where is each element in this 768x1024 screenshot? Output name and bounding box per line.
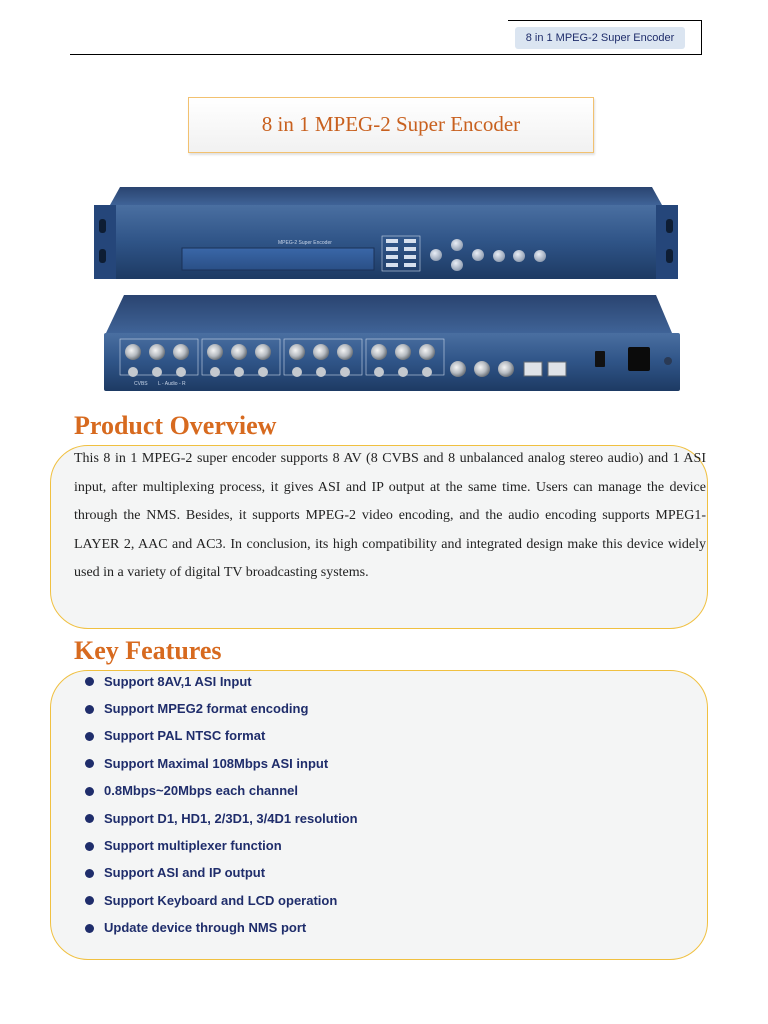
bullet-icon xyxy=(85,677,94,686)
lcd-display xyxy=(182,248,374,270)
product-photo xyxy=(90,181,682,399)
function-buttons xyxy=(493,250,546,262)
list-item xyxy=(82,860,358,887)
bullet-icon xyxy=(85,759,94,768)
list-item xyxy=(82,778,358,805)
bullet-icon xyxy=(85,787,94,796)
feature-text: Support Maximal 108Mbps ASI input xyxy=(104,755,329,771)
list-item xyxy=(82,695,358,722)
list-item xyxy=(82,887,358,914)
features-list xyxy=(82,668,358,942)
rear-cvbs-label: CVBS xyxy=(134,381,148,387)
feature-text: Support ASI and IP output xyxy=(104,865,266,881)
list-item xyxy=(82,723,358,750)
list-item xyxy=(82,668,358,695)
front-model-label: MPEG-2 Super Encoder xyxy=(278,240,332,246)
bullet-icon xyxy=(85,842,94,851)
bullet-icon xyxy=(85,814,94,823)
bullet-icon xyxy=(85,869,94,878)
overview-heading: Product Overview xyxy=(74,411,277,440)
feature-text: Support D1, HD1, 2/3D1, 3/4D1 resolution xyxy=(104,810,358,826)
bullet-icon xyxy=(85,896,94,905)
list-item xyxy=(82,750,358,777)
header-tag: 8 in 1 MPEG-2 Super Encoder xyxy=(515,27,685,49)
bullet-icon xyxy=(85,732,94,741)
feature-text: Support Keyboard and LCD operation xyxy=(104,892,338,908)
feature-text: Support 8AV,1 ASI Input xyxy=(104,673,252,689)
feature-text: Support multiplexer function xyxy=(104,838,282,854)
title-box xyxy=(188,97,594,153)
bullet-icon xyxy=(85,924,94,933)
features-heading: Key Features xyxy=(74,636,222,665)
list-item xyxy=(82,832,358,859)
header-rule xyxy=(70,54,702,55)
list-item xyxy=(82,805,358,832)
power-switch xyxy=(595,351,605,367)
rear-audio-label: L - Audio - R xyxy=(158,381,186,387)
power-socket xyxy=(628,347,650,371)
feature-text: Update device through NMS port xyxy=(104,920,307,936)
bullet-icon xyxy=(85,705,94,714)
page-title: 8 in 1 MPEG-2 Super Encoder xyxy=(261,112,521,136)
asi-connectors xyxy=(450,361,514,377)
feature-text: 0.8Mbps~20Mbps each channel xyxy=(104,783,298,799)
rear-panel xyxy=(104,295,680,391)
feature-text: Support MPEG2 format encoding xyxy=(104,701,309,717)
feature-text: Support PAL NTSC format xyxy=(104,728,266,744)
overview-paragraph: This 8 in 1 MPEG-2 super encoder supports 8 AV (8 CVBS and 8 unbalanced analog stereo audio) and 1 ASI input, after multiplexing process, it gives ASI and IP output at the same time. Users can manage the device through the NMS. Besides, it supports MPEG-2 video encoding, and the audio encoding supports MPEG1-LAYER 2, AAC and AC3. In conclusion, its high compatibility and integrated design make this device widely used in a variety of digital TV broadcasting systems. xyxy=(74,451,706,580)
front-panel xyxy=(94,187,678,279)
list-item xyxy=(82,915,358,942)
